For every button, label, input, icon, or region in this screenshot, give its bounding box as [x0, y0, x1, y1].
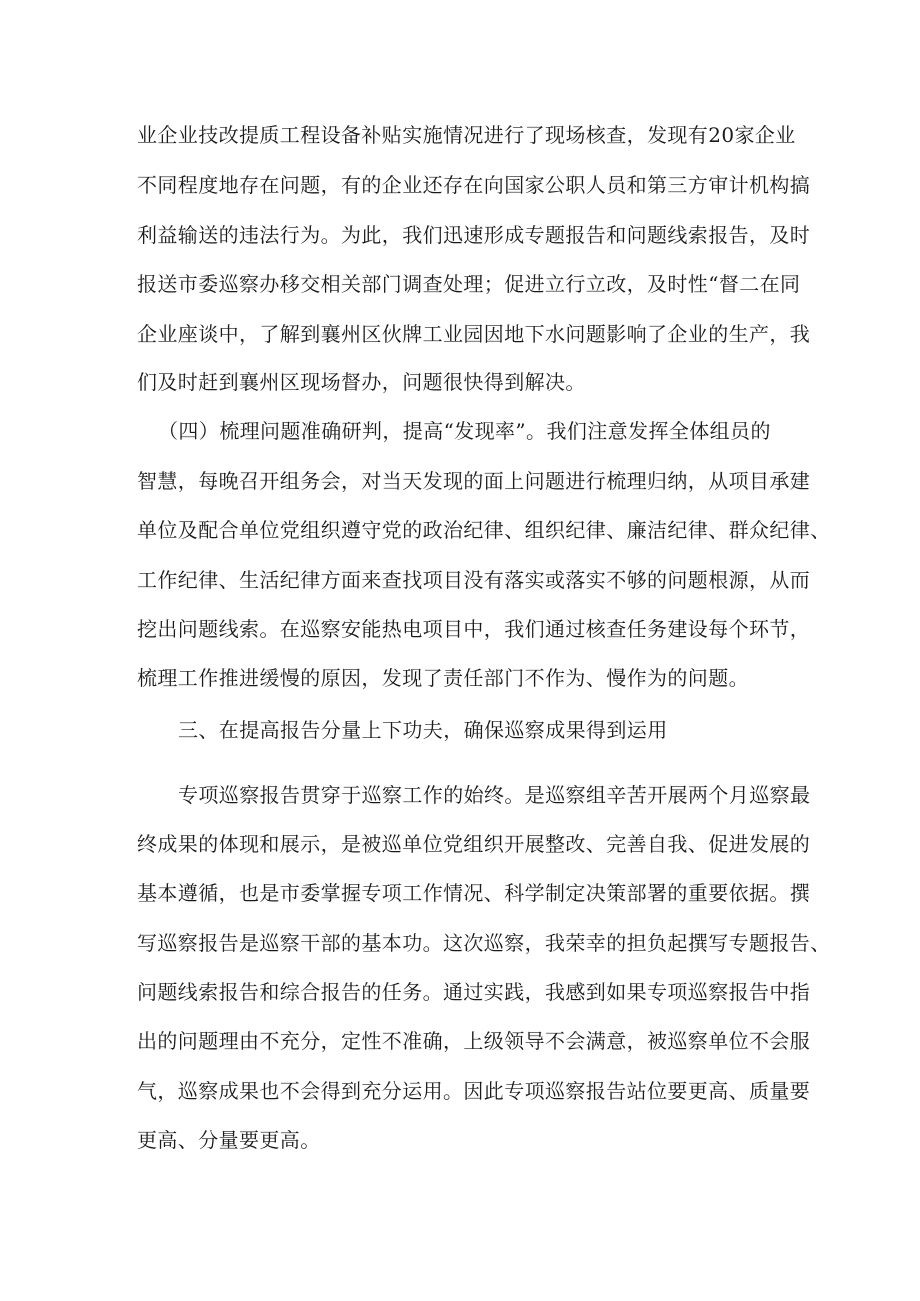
section-heading: 三、在提高报告分量上下功夫，确保巡察成果得到运用: [178, 718, 668, 742]
text-line: 挖出问题线索。在巡察安能热电项目中，我们通过核查任务建设每个环节，: [137, 617, 811, 641]
text-line: 基本遵循，也是市委掌握专项工作情况、科学制定决策部署的重要依据。撰: [137, 881, 811, 905]
text-line: 写巡察报告是巡察干部的基本功。这次巡察，我荣幸的担负起撰写专题报告、: [137, 931, 831, 955]
text-line: 问题线索报告和综合报告的任务。通过实践，我感到如果专项巡察报告中指: [137, 980, 811, 1004]
text-line: 梳理工作推进缓慢的原因，发现了责任部门不作为、慢作为的问题。: [137, 666, 749, 690]
text-line: （四）梳理问题准确研判，提高“发现率”。我们注意发挥全体组员的: [158, 419, 771, 443]
text-line: 智慧，每晚召开组务会，对当天发现的面上问题进行梳理归纳，从项目承建: [137, 469, 811, 493]
text-line: 报送市委巡察办移交相关部门调查处理；促进立行立改，及时性“督二在同: [137, 272, 801, 296]
text-line: 利益输送的违法行为。为此，我们迅速形成专题报告和问题线索报告，及时: [137, 223, 811, 247]
text-line: 终成果的体现和展示，是被巡单位党组织开展整改、完善自我、促进发展的: [137, 832, 811, 856]
text-line: 专项巡察报告贯穿于巡察工作的始终。是巡察组辛苦开展两个月巡察最: [178, 783, 811, 807]
text-line: 出的问题理由不充分，定性不准确，上级领导不会满意，被巡察单位不会服: [137, 1029, 811, 1053]
text-line: 们及时赶到襄州区现场督办，问题很快得到解决。: [137, 370, 586, 394]
text-line: 单位及配合单位党组织遵守党的政治纪律、组织纪律、廉洁纪律、群众纪律、: [137, 518, 831, 542]
text-line: 更高、分量要更高。: [137, 1128, 321, 1152]
text-line: 气，巡察成果也不会得到充分运用。因此专项巡察报告站位要更高、质量要: [137, 1079, 811, 1103]
text-line: 企业座谈中，了解到襄州区伙牌工业园因地下水问题影响了企业的生产，我: [137, 322, 811, 346]
text-line: 工作纪律、生活纪律方面来查找项目没有落实或落实不够的问题根源，从而: [137, 568, 811, 592]
text-line: 业企业技改提质工程设备补贴实施情况进行了现场核查，发现有20家企业: [137, 123, 796, 147]
text-line: 不同程度地存在问题，有的企业还存在向国家公职人员和第三方审计机构搞: [137, 173, 811, 197]
